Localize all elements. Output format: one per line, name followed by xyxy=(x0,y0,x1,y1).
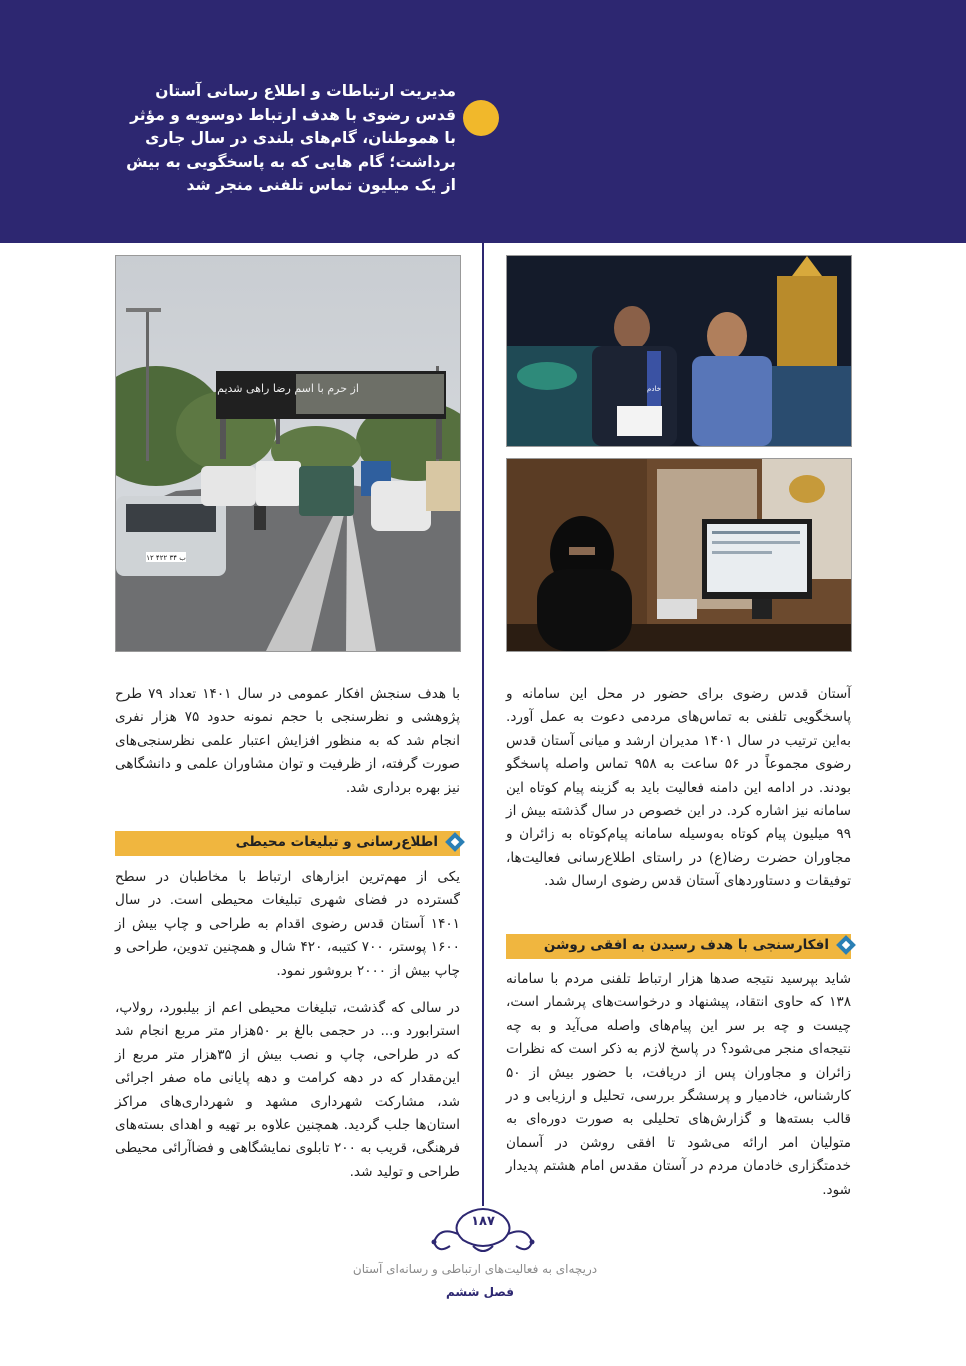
heading-environmental-ads: اطلاع‌رسانی و تبلیغات محیطی xyxy=(115,831,460,856)
left-paragraph-3: در سالی که گذشت، تبلیغات محیطی اعم از بیلبورد، رولاپ، استرابورد و... در حجمی بالغ بر ۵۰هزار متر مربع انجام شد که در طراحی، چاپ و نصب بیش از ۳۵هزار متر مربع از این‌مقدار که در دهه کرامت و دهه پایانی ماه صفر اجرائی شد، مشارکت شهرداری مشهد و شهرداری‌های مراکز استان‌ها جلب گردید. همچنین علاوه بر تهیه و اهدای بسته‌های فرهنگی، قریب به ۲۰۰ تابلوی نمایشگاهی و فضاآرائی محیطی طراحی و تولید شد. xyxy=(115,1000,460,1180)
right-paragraph-1: آستان قدس رضوی برای حضور در محل این سامانه و پاسخگویی تلفنی به تماس‌های مردمی دعوت به عمل آورد. به‌این ترتیب در سال ۱۴۰۱ مدیران ارشد و میانی آستان قدس رضوی مجموعاً در ۵۶ ساعت به ۹۵۸ تماس واصله پاسخگو بودند. در ادامه این دامنه فعالیت باید به گزینه پیام کوتاه این سامانه نیز اشاره کرد. در این خصوص در سال گذشته بیش از ۹۹ میلیون پیام کوتاه به‌وسیله سامانه پیام‌کوتاه به زائران و مجاوران حضرت رضا(ع) در راستای اطلاع‌رسانی فعالیت‌ها، توفیقات و دستاوردهای آستان قدس رضوی ارسال شد. xyxy=(506,686,852,890)
right-paragraph-2: شاید بپرسید نتیجه صدها هزار ارتباط تلفنی مردم با سامانه ۱۳۸ که حاوی انتقاد، پیشنهاد و درخواست‌های پرشمار است، چیست و چه بر سر این پیام‌های واصله می‌آید و به چه نتیجه‌ای منجر می‌شود؟ در پاسخ لازم به ذکر است که نظرات زائران و مجاوران پس از دریافت، با حضور بیش از ۵۰ کارشناس، خادمیار و پرسشگر بررسی، تحلیل و ارزیابی و در قالب بسته‌ها و گزارش‌های تحلیلی به صورت دوره‌ای به متولیان امر ارائه می‌شود تا افقی روشن در آسمان خدمتگزاری خادمان مردم در آستان مقدس امام هشتم پدیدار شود. xyxy=(506,971,851,1198)
header-quote: مدیریت ارتباطات و اطلاع رسانی آستان قدس رضوی با هدف ارتباط دوسویه و مؤثر با هموطنان، گام‌های بلندی در سال جاری برداشت؛ گام هایی که به پاسخگویی به بیش از یک میلیون تماس تلفنی منجر شد xyxy=(126,82,456,195)
svg-text:۱۲ ۴۲۲ ب ۳۴: ۱۲ ۴۲۲ ب ۳۴ xyxy=(146,554,186,562)
header-accent-dot xyxy=(463,100,499,136)
left-paragraph-1: با هدف سنجش افکار عمومی در سال ۱۴۰۱ تعداد ۷۹ طرح پژوهشی و نظرسنجی با حجم نمونه حدود ۷۵ هزار نفری انجام شد که به منظور افزایش اعتبار علمی نظرسنجی‌های صورت گرفته، از ظرفیت و توان مشاوران علمی و دانشگاهی نیز بهره برداری شد. xyxy=(115,686,461,796)
shrine-staff-photo xyxy=(506,255,852,447)
page-number: ۱۸۷ xyxy=(471,1214,495,1229)
call-center-photo xyxy=(506,458,852,652)
heading-public-opinion: افکارسنجی با هدف رسیدن به افقی روشن xyxy=(506,934,851,959)
center-divider xyxy=(482,0,484,1205)
svg-text:خادم: خادم xyxy=(647,385,661,393)
billboard-text: از حرم با اسم رضا راهی شدیم xyxy=(217,382,359,395)
billboard-photo xyxy=(115,255,461,652)
left-paragraph-2: یکی از مهم‌ترین ابزارهای ارتباط با مخاطبان در سطح گسترده در فضای شهری تبلیغات محیطی است. در سال ۱۴۰۱ آستان قدس رضوی اقدام به طراحی و چاپ بیش از ۱۶۰۰ پوستر، ۷۰۰ کتیبه، ۴۲۰ شال و همچنین تدوین، طراحی و چاپ بیش از ۲۰۰۰ بروشور نمود. xyxy=(115,869,460,979)
footer-chapter: فصل ششم xyxy=(446,1285,514,1299)
footer-book-title: دریچه‌ای به فعالیت‌های ارتباطی و رسانه‌ای آستان xyxy=(352,1262,598,1276)
